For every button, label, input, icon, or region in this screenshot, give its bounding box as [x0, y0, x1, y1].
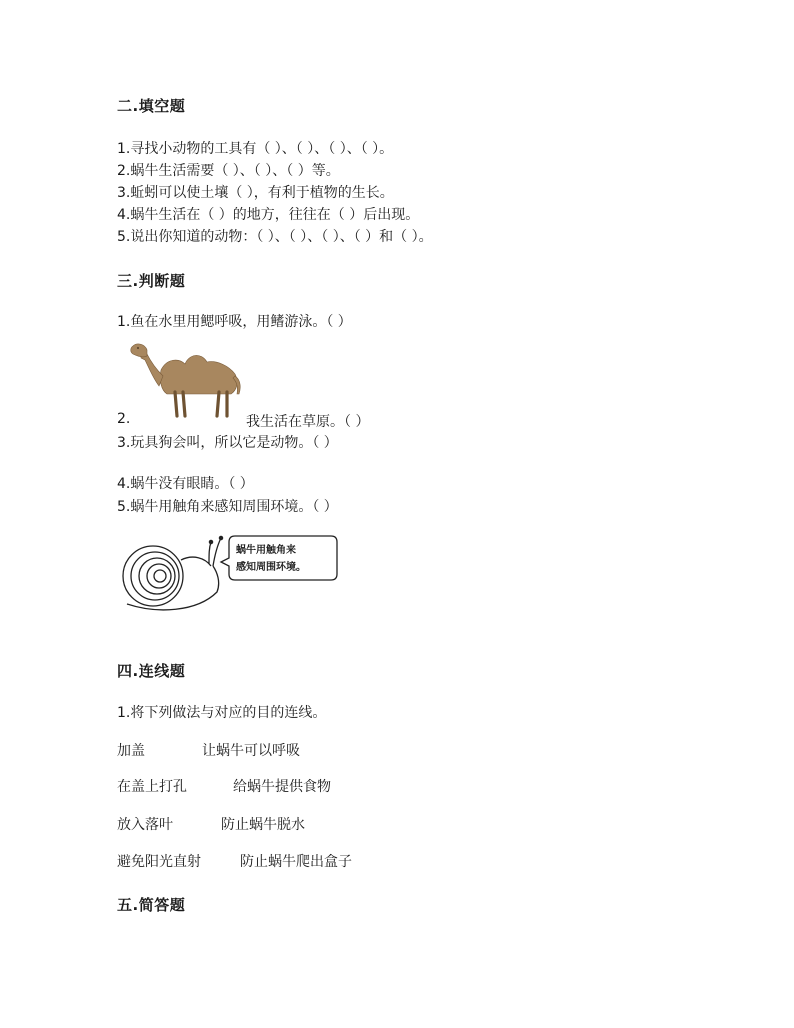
judge-item-4: 4.蜗牛没有眼睛。（ ） — [117, 476, 254, 492]
snail-image — [117, 532, 342, 616]
fill-item-4: 4.蜗牛生活在（ ）的地方，往往在（ ）后出现。 — [117, 207, 420, 223]
snail-bubble-line-2: 感知周围环境。 — [236, 562, 306, 573]
connect-right-3: 防止蜗牛脱水 — [221, 817, 305, 833]
camel-image — [127, 336, 247, 420]
judge-item-2-number: 2. — [117, 411, 131, 427]
connect-left-1: 加盖 — [117, 743, 145, 759]
fill-item-3: 3.蚯蚓可以使土壤（ ），有利于植物的生长。 — [117, 185, 394, 201]
judge-item-1: 1.鱼在水里用鳃呼吸，用鳍游泳。（ ） — [117, 314, 352, 330]
connect-instruction: 1.将下列做法与对应的目的连线。 — [117, 705, 327, 721]
connect-left-3: 放入落叶 — [117, 817, 173, 833]
section-judge-title: 三.判断题 — [117, 272, 186, 290]
connect-left-2: 在盖上打孔 — [117, 779, 187, 795]
fill-item-2: 2.蜗牛生活需要（ ）、（ ）、（ ）等。 — [117, 163, 340, 179]
judge-item-2-text: 我生活在草原。（ ） — [246, 414, 370, 430]
snail-bubble-line-1: 蜗牛用触角来 — [236, 545, 296, 556]
judge-item-3: 3.玩具狗会叫，所以它是动物。（ ） — [117, 435, 338, 451]
connect-right-1: 让蜗牛可以呼吸 — [202, 743, 300, 759]
section-short-answer-title: 五.简答题 — [117, 896, 186, 914]
section-fill-title: 二.填空题 — [117, 97, 186, 115]
fill-item-1: 1.寻找小动物的工具有（ ）、（ ）、（ ）、（ ）。 — [117, 141, 394, 157]
connect-left-4: 避免阳光直射 — [117, 854, 201, 870]
section-connect-title: 四.连线题 — [117, 662, 186, 680]
judge-item-5: 5.蜗牛用触角来感知周围环境。（ ） — [117, 499, 338, 515]
connect-right-4: 防止蜗牛爬出盒子 — [240, 854, 352, 870]
connect-right-2: 给蜗牛提供食物 — [233, 779, 331, 795]
fill-item-5: 5.说出你知道的动物：（ ）、（ ）、（ ）、（ ）和（ ）。 — [117, 229, 433, 245]
